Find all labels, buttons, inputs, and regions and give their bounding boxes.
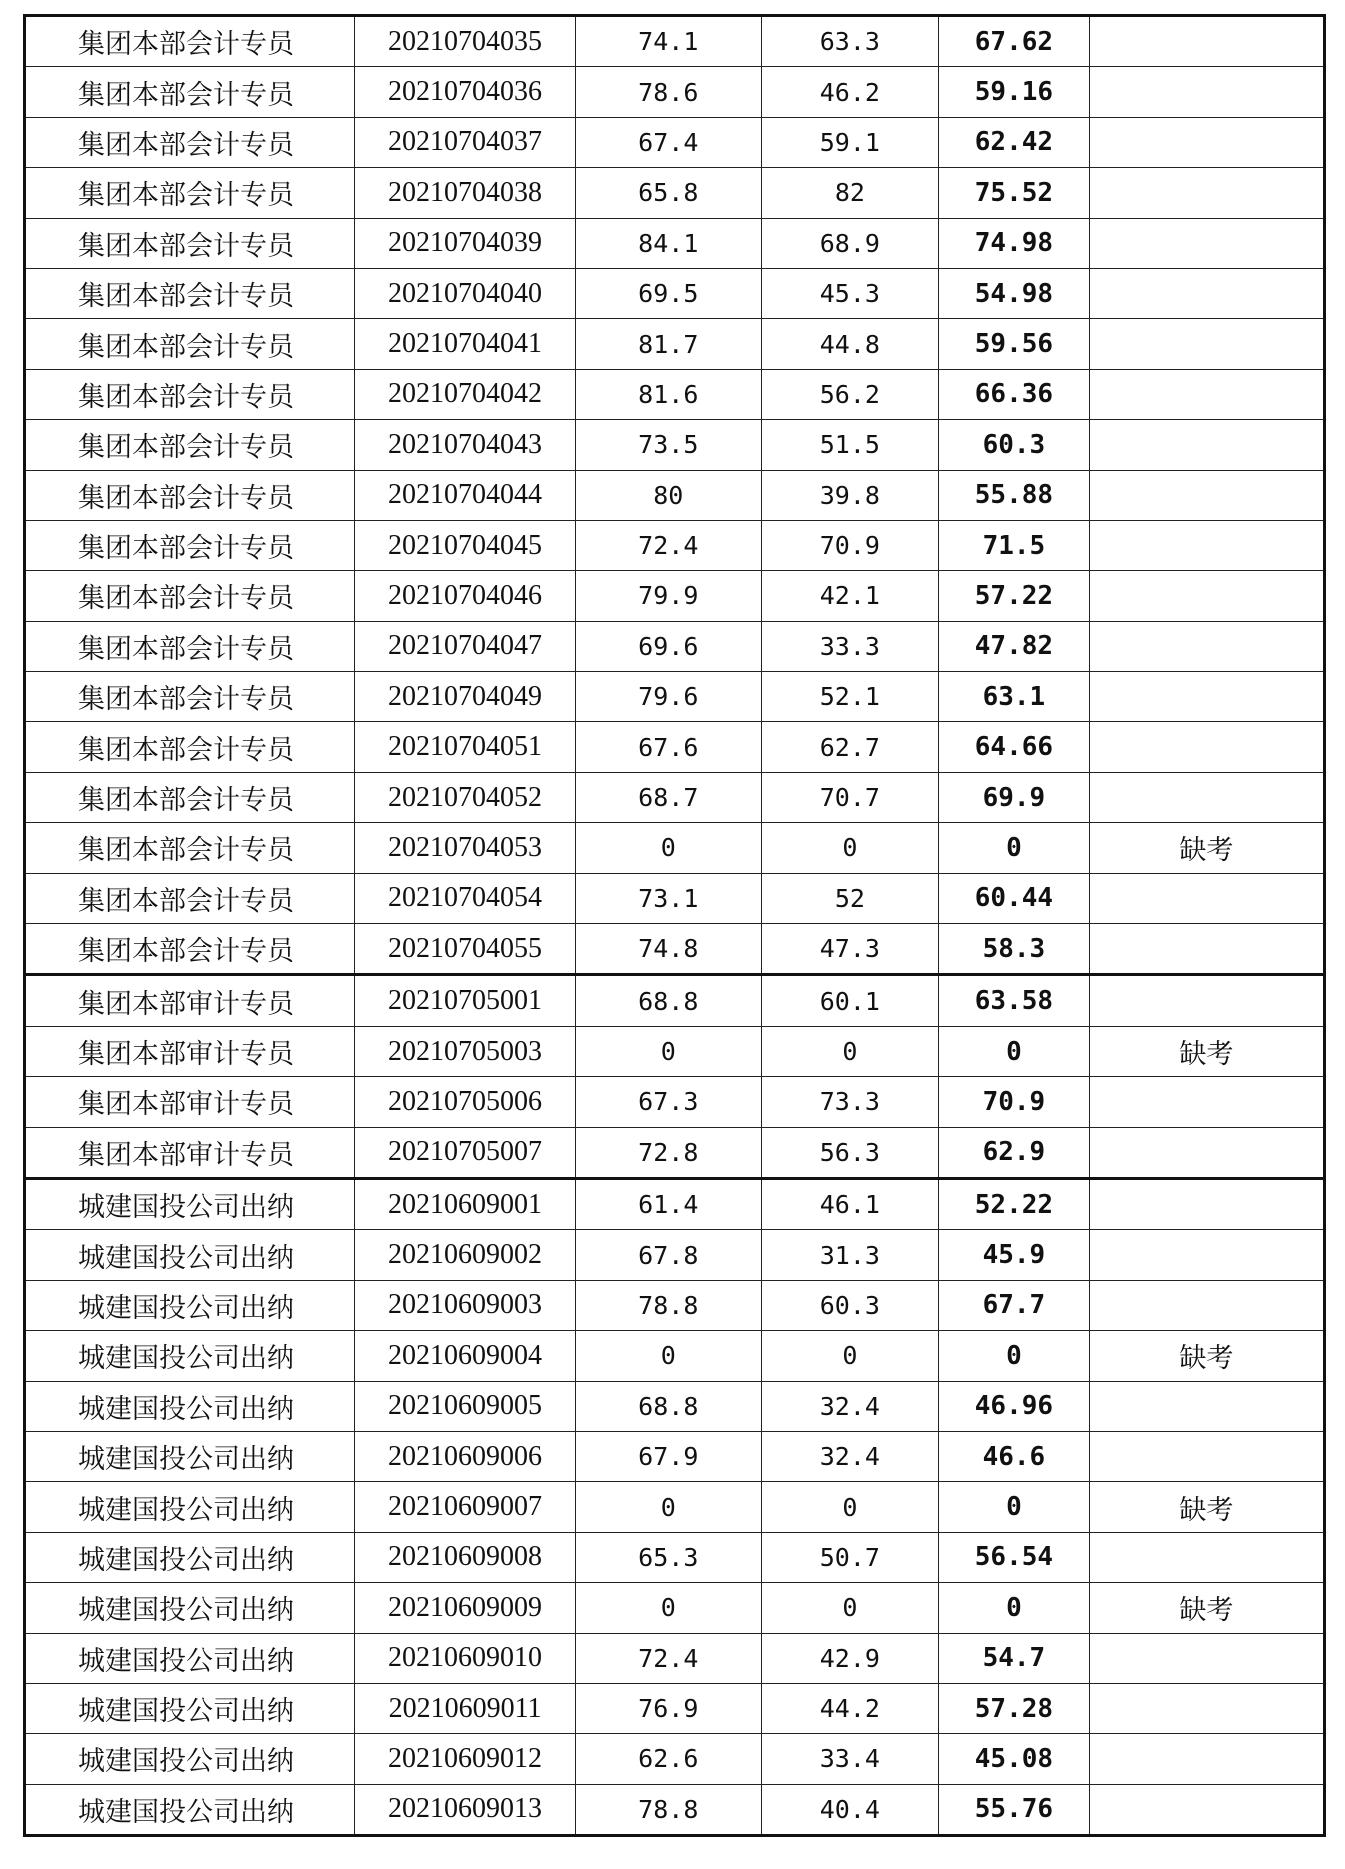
written-score-cell: 74.1 xyxy=(575,16,761,67)
total-score-cell: 62.9 xyxy=(939,1127,1090,1178)
table-row xyxy=(25,218,1325,268)
exam-id-cell: 20210704039 xyxy=(355,218,576,268)
note-cell xyxy=(1089,1280,1324,1330)
position-cell: 集团本部会计专员 xyxy=(25,924,355,975)
interview-score-cell: 32.4 xyxy=(761,1431,938,1481)
exam-id-cell: 20210609007 xyxy=(355,1482,576,1532)
written-score-cell: 68.8 xyxy=(575,1381,761,1431)
exam-id-cell: 20210705007 xyxy=(355,1127,576,1178)
table-row xyxy=(25,1431,1325,1481)
note-cell xyxy=(1089,1784,1324,1835)
written-score-cell: 80 xyxy=(575,470,761,520)
position-cell: 城建国投公司出纳 xyxy=(25,1734,355,1784)
total-score-cell: 75.52 xyxy=(939,168,1090,218)
position-cell: 城建国投公司出纳 xyxy=(25,1431,355,1481)
table-row xyxy=(25,16,1325,67)
interview-score-cell: 68.9 xyxy=(761,218,938,268)
written-score-cell: 78.8 xyxy=(575,1280,761,1330)
position-cell: 集团本部会计专员 xyxy=(25,16,355,67)
exam-id-cell: 20210704049 xyxy=(355,672,576,722)
note-cell xyxy=(1089,16,1324,67)
position-cell: 集团本部会计专员 xyxy=(25,823,355,873)
total-score-cell: 63.58 xyxy=(939,975,1090,1026)
interview-score-cell: 60.3 xyxy=(761,1280,938,1330)
position-cell: 集团本部审计专员 xyxy=(25,1077,355,1127)
written-score-cell: 81.7 xyxy=(575,319,761,369)
written-score-cell: 0 xyxy=(575,1026,761,1076)
table-row xyxy=(25,268,1325,318)
table-row xyxy=(25,1532,1325,1582)
interview-score-cell: 0 xyxy=(761,1026,938,1076)
table-row xyxy=(25,772,1325,822)
position-cell: 城建国投公司出纳 xyxy=(25,1482,355,1532)
table-row xyxy=(25,470,1325,520)
table-row xyxy=(25,168,1325,218)
table-row xyxy=(25,1784,1325,1835)
total-score-cell: 0 xyxy=(939,1583,1090,1633)
position-cell: 集团本部会计专员 xyxy=(25,571,355,621)
position-cell: 城建国投公司出纳 xyxy=(25,1381,355,1431)
note-cell xyxy=(1089,772,1324,822)
position-cell: 集团本部会计专员 xyxy=(25,369,355,419)
total-score-cell: 58.3 xyxy=(939,924,1090,975)
position-cell: 集团本部审计专员 xyxy=(25,1026,355,1076)
position-cell: 城建国投公司出纳 xyxy=(25,1178,355,1229)
exam-id-cell: 20210609012 xyxy=(355,1734,576,1784)
position-cell: 集团本部审计专员 xyxy=(25,975,355,1026)
position-cell: 城建国投公司出纳 xyxy=(25,1784,355,1835)
table-row xyxy=(25,672,1325,722)
total-score-cell: 0 xyxy=(939,1331,1090,1381)
total-score-cell: 64.66 xyxy=(939,722,1090,772)
interview-score-cell: 44.2 xyxy=(761,1683,938,1733)
total-score-cell: 52.22 xyxy=(939,1178,1090,1229)
interview-score-cell: 42.1 xyxy=(761,571,938,621)
table-row xyxy=(25,1077,1325,1127)
written-score-cell: 61.4 xyxy=(575,1178,761,1229)
interview-score-cell: 0 xyxy=(761,1583,938,1633)
note-cell xyxy=(1089,268,1324,318)
table-row xyxy=(25,1331,1325,1381)
interview-score-cell: 82 xyxy=(761,168,938,218)
position-cell: 集团本部会计专员 xyxy=(25,772,355,822)
table-row xyxy=(25,369,1325,419)
exam-id-cell: 20210704047 xyxy=(355,621,576,671)
written-score-cell: 0 xyxy=(575,1331,761,1381)
interview-score-cell: 0 xyxy=(761,1482,938,1532)
position-cell: 城建国投公司出纳 xyxy=(25,1532,355,1582)
note-cell: 缺考 xyxy=(1089,1482,1324,1532)
total-score-cell: 46.6 xyxy=(939,1431,1090,1481)
table-row xyxy=(25,1381,1325,1431)
exam-id-cell: 20210704044 xyxy=(355,470,576,520)
exam-id-cell: 20210609006 xyxy=(355,1431,576,1481)
total-score-cell: 62.42 xyxy=(939,117,1090,167)
note-cell xyxy=(1089,924,1324,975)
written-score-cell: 74.8 xyxy=(575,924,761,975)
interview-score-cell: 33.3 xyxy=(761,621,938,671)
written-score-cell: 68.7 xyxy=(575,772,761,822)
written-score-cell: 67.4 xyxy=(575,117,761,167)
total-score-cell: 57.22 xyxy=(939,571,1090,621)
written-score-cell: 0 xyxy=(575,823,761,873)
position-cell: 集团本部会计专员 xyxy=(25,67,355,117)
exam-id-cell: 20210704036 xyxy=(355,67,576,117)
table-row xyxy=(25,319,1325,369)
exam-id-cell: 20210704037 xyxy=(355,117,576,167)
written-score-cell: 65.8 xyxy=(575,168,761,218)
total-score-cell: 56.54 xyxy=(939,1532,1090,1582)
note-cell xyxy=(1089,218,1324,268)
total-score-cell: 59.56 xyxy=(939,319,1090,369)
note-cell xyxy=(1089,319,1324,369)
interview-score-cell: 52 xyxy=(761,873,938,923)
exam-id-cell: 20210704046 xyxy=(355,571,576,621)
exam-id-cell: 20210704054 xyxy=(355,873,576,923)
note-cell xyxy=(1089,1734,1324,1784)
interview-score-cell: 31.3 xyxy=(761,1230,938,1280)
written-score-cell: 73.1 xyxy=(575,873,761,923)
note-cell xyxy=(1089,571,1324,621)
table-row xyxy=(25,1230,1325,1280)
note-cell xyxy=(1089,1230,1324,1280)
exam-id-cell: 20210609005 xyxy=(355,1381,576,1431)
written-score-cell: 67.6 xyxy=(575,722,761,772)
exam-id-cell: 20210704052 xyxy=(355,772,576,822)
written-score-cell: 65.3 xyxy=(575,1532,761,1582)
interview-score-cell: 47.3 xyxy=(761,924,938,975)
exam-id-cell: 20210704041 xyxy=(355,319,576,369)
written-score-cell: 78.8 xyxy=(575,1784,761,1835)
position-cell: 城建国投公司出纳 xyxy=(25,1683,355,1733)
table-row xyxy=(25,1178,1325,1229)
interview-score-cell: 52.1 xyxy=(761,672,938,722)
exam-id-cell: 20210609002 xyxy=(355,1230,576,1280)
position-cell: 集团本部会计专员 xyxy=(25,420,355,470)
total-score-cell: 0 xyxy=(939,823,1090,873)
total-score-cell: 63.1 xyxy=(939,672,1090,722)
exam-id-cell: 20210704055 xyxy=(355,924,576,975)
written-score-cell: 62.6 xyxy=(575,1734,761,1784)
total-score-cell: 66.36 xyxy=(939,369,1090,419)
exam-id-cell: 20210609011 xyxy=(355,1683,576,1733)
written-score-cell: 69.6 xyxy=(575,621,761,671)
exam-id-cell: 20210609008 xyxy=(355,1532,576,1582)
written-score-cell: 69.5 xyxy=(575,268,761,318)
total-score-cell: 54.7 xyxy=(939,1633,1090,1683)
position-cell: 集团本部审计专员 xyxy=(25,1127,355,1178)
note-cell xyxy=(1089,621,1324,671)
interview-score-cell: 32.4 xyxy=(761,1381,938,1431)
note-cell xyxy=(1089,1178,1324,1229)
total-score-cell: 57.28 xyxy=(939,1683,1090,1733)
exam-id-cell: 20210609010 xyxy=(355,1633,576,1683)
total-score-cell: 67.62 xyxy=(939,16,1090,67)
exam-id-cell: 20210705006 xyxy=(355,1077,576,1127)
table-row xyxy=(25,117,1325,167)
table-row xyxy=(25,420,1325,470)
table-row xyxy=(25,1583,1325,1633)
note-cell xyxy=(1089,1532,1324,1582)
written-score-cell: 79.6 xyxy=(575,672,761,722)
table-row xyxy=(25,621,1325,671)
note-cell xyxy=(1089,470,1324,520)
note-cell xyxy=(1089,520,1324,570)
total-score-cell: 55.76 xyxy=(939,1784,1090,1835)
table-row xyxy=(25,571,1325,621)
exam-id-cell: 20210704035 xyxy=(355,16,576,67)
exam-id-cell: 20210704045 xyxy=(355,520,576,570)
total-score-cell: 70.9 xyxy=(939,1077,1090,1127)
position-cell: 集团本部会计专员 xyxy=(25,621,355,671)
written-score-cell: 73.5 xyxy=(575,420,761,470)
written-score-cell: 67.3 xyxy=(575,1077,761,1127)
total-score-cell: 45.9 xyxy=(939,1230,1090,1280)
exam-id-cell: 20210704042 xyxy=(355,369,576,419)
exam-id-cell: 20210609003 xyxy=(355,1280,576,1330)
written-score-cell: 81.6 xyxy=(575,369,761,419)
position-cell: 城建国投公司出纳 xyxy=(25,1633,355,1683)
total-score-cell: 71.5 xyxy=(939,520,1090,570)
table-row xyxy=(25,873,1325,923)
position-cell: 集团本部会计专员 xyxy=(25,672,355,722)
total-score-cell: 54.98 xyxy=(939,268,1090,318)
written-score-cell: 84.1 xyxy=(575,218,761,268)
position-cell: 集团本部会计专员 xyxy=(25,722,355,772)
table-row xyxy=(25,924,1325,975)
table-row xyxy=(25,1026,1325,1076)
exam-id-cell: 20210705001 xyxy=(355,975,576,1026)
note-cell xyxy=(1089,420,1324,470)
interview-score-cell: 33.4 xyxy=(761,1734,938,1784)
written-score-cell: 78.6 xyxy=(575,67,761,117)
interview-score-cell: 46.1 xyxy=(761,1178,938,1229)
note-cell xyxy=(1089,873,1324,923)
table-row xyxy=(25,823,1325,873)
position-cell: 城建国投公司出纳 xyxy=(25,1230,355,1280)
written-score-cell: 0 xyxy=(575,1482,761,1532)
written-score-cell: 67.8 xyxy=(575,1230,761,1280)
written-score-cell: 67.9 xyxy=(575,1431,761,1481)
interview-score-cell: 40.4 xyxy=(761,1784,938,1835)
exam-id-cell: 20210609001 xyxy=(355,1178,576,1229)
written-score-cell: 72.4 xyxy=(575,520,761,570)
total-score-cell: 45.08 xyxy=(939,1734,1090,1784)
interview-score-cell: 0 xyxy=(761,1331,938,1381)
total-score-cell: 46.96 xyxy=(939,1381,1090,1431)
interview-score-cell: 44.8 xyxy=(761,319,938,369)
position-cell: 城建国投公司出纳 xyxy=(25,1331,355,1381)
written-score-cell: 72.8 xyxy=(575,1127,761,1178)
note-cell: 缺考 xyxy=(1089,1331,1324,1381)
interview-score-cell: 42.9 xyxy=(761,1633,938,1683)
interview-score-cell: 62.7 xyxy=(761,722,938,772)
interview-score-cell: 39.8 xyxy=(761,470,938,520)
note-cell xyxy=(1089,1381,1324,1431)
exam-id-cell: 20210705003 xyxy=(355,1026,576,1076)
table-row xyxy=(25,1280,1325,1330)
exam-id-cell: 20210704043 xyxy=(355,420,576,470)
interview-score-cell: 0 xyxy=(761,823,938,873)
position-cell: 集团本部会计专员 xyxy=(25,268,355,318)
note-cell xyxy=(1089,1683,1324,1733)
written-score-cell: 68.8 xyxy=(575,975,761,1026)
position-cell: 集团本部会计专员 xyxy=(25,117,355,167)
note-cell xyxy=(1089,1127,1324,1178)
exam-id-cell: 20210704053 xyxy=(355,823,576,873)
note-cell xyxy=(1089,1431,1324,1481)
position-cell: 集团本部会计专员 xyxy=(25,168,355,218)
note-cell: 缺考 xyxy=(1089,1026,1324,1076)
position-cell: 集团本部会计专员 xyxy=(25,873,355,923)
written-score-cell: 0 xyxy=(575,1583,761,1633)
note-cell xyxy=(1089,1633,1324,1683)
note-cell xyxy=(1089,722,1324,772)
note-cell xyxy=(1089,168,1324,218)
position-cell: 集团本部会计专员 xyxy=(25,470,355,520)
total-score-cell: 0 xyxy=(939,1026,1090,1076)
table-row xyxy=(25,975,1325,1026)
table-row xyxy=(25,1482,1325,1532)
score-table-body xyxy=(25,16,1325,1836)
interview-score-cell: 70.9 xyxy=(761,520,938,570)
interview-score-cell: 51.5 xyxy=(761,420,938,470)
exam-id-cell: 20210609013 xyxy=(355,1784,576,1835)
interview-score-cell: 63.3 xyxy=(761,16,938,67)
interview-score-cell: 60.1 xyxy=(761,975,938,1026)
exam-id-cell: 20210609009 xyxy=(355,1583,576,1633)
position-cell: 城建国投公司出纳 xyxy=(25,1280,355,1330)
exam-id-cell: 20210704038 xyxy=(355,168,576,218)
interview-score-cell: 50.7 xyxy=(761,1532,938,1582)
score-table xyxy=(23,14,1326,1837)
total-score-cell: 55.88 xyxy=(939,470,1090,520)
note-cell: 缺考 xyxy=(1089,823,1324,873)
note-cell xyxy=(1089,672,1324,722)
total-score-cell: 47.82 xyxy=(939,621,1090,671)
table-row xyxy=(25,1633,1325,1683)
table-row xyxy=(25,1734,1325,1784)
total-score-cell: 60.44 xyxy=(939,873,1090,923)
total-score-cell: 60.3 xyxy=(939,420,1090,470)
note-cell xyxy=(1089,117,1324,167)
exam-id-cell: 20210704040 xyxy=(355,268,576,318)
interview-score-cell: 73.3 xyxy=(761,1077,938,1127)
interview-score-cell: 46.2 xyxy=(761,67,938,117)
written-score-cell: 76.9 xyxy=(575,1683,761,1733)
table-row xyxy=(25,67,1325,117)
note-cell xyxy=(1089,369,1324,419)
table-row xyxy=(25,722,1325,772)
interview-score-cell: 70.7 xyxy=(761,772,938,822)
table-row xyxy=(25,520,1325,570)
note-cell xyxy=(1089,975,1324,1026)
total-score-cell: 67.7 xyxy=(939,1280,1090,1330)
note-cell xyxy=(1089,1077,1324,1127)
total-score-cell: 0 xyxy=(939,1482,1090,1532)
position-cell: 集团本部会计专员 xyxy=(25,520,355,570)
interview-score-cell: 59.1 xyxy=(761,117,938,167)
position-cell: 集团本部会计专员 xyxy=(25,218,355,268)
exam-id-cell: 20210704051 xyxy=(355,722,576,772)
interview-score-cell: 56.3 xyxy=(761,1127,938,1178)
interview-score-cell: 45.3 xyxy=(761,268,938,318)
interview-score-cell: 56.2 xyxy=(761,369,938,419)
total-score-cell: 59.16 xyxy=(939,67,1090,117)
note-cell xyxy=(1089,67,1324,117)
written-score-cell: 79.9 xyxy=(575,571,761,621)
table-row xyxy=(25,1127,1325,1178)
written-score-cell: 72.4 xyxy=(575,1633,761,1683)
position-cell: 城建国投公司出纳 xyxy=(25,1583,355,1633)
position-cell: 集团本部会计专员 xyxy=(25,319,355,369)
table-row xyxy=(25,1683,1325,1733)
exam-id-cell: 20210609004 xyxy=(355,1331,576,1381)
total-score-cell: 74.98 xyxy=(939,218,1090,268)
note-cell: 缺考 xyxy=(1089,1583,1324,1633)
total-score-cell: 69.9 xyxy=(939,772,1090,822)
